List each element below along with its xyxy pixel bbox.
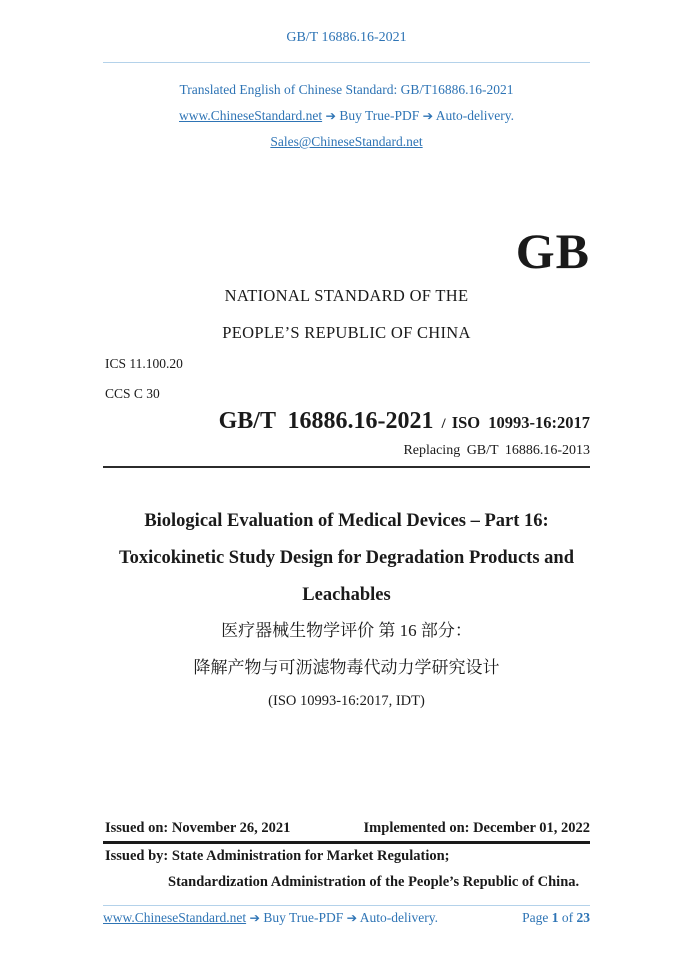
standard-title-chinese — [40, 612, 653, 686]
arrow-icon: ➔ — [346, 910, 358, 925]
national-standard-line2: PEOPLE’S REPUBLIC OF CHINA — [222, 323, 471, 342]
arrow-icon: ➔ — [249, 910, 260, 925]
footer-auto-delivery-label: Auto-delivery. — [359, 910, 438, 925]
page-current: 1 — [551, 910, 559, 925]
iso-equivalent-number: ISO 10993-16:2017 — [451, 413, 590, 432]
issued-by-line1: Issued by: State Administration for Market Regulation; — [105, 848, 450, 864]
page-label: Page — [522, 910, 549, 925]
idt-note: (ISO 10993-16:2017, IDT) — [268, 693, 425, 709]
national-standard-heading — [0, 277, 693, 351]
page-header-doc-number: GB/T 16886.16-2021 — [286, 30, 407, 45]
translation-notice-line3 — [0, 129, 693, 155]
title-zh-line1: 医疗器械生物学评价 第 16 部分： — [221, 621, 472, 640]
masthead-divider — [103, 466, 590, 468]
buy-pdf-label: Buy True-PDF — [339, 108, 420, 123]
ics-code: ICS 11.100.20 — [105, 356, 183, 371]
footer-website-link[interactable]: www.ChineseStandard.net — [103, 910, 247, 925]
auto-delivery-label: Auto-delivery. — [435, 108, 514, 123]
ccs-code: CCS C 30 — [105, 386, 160, 401]
issuance-dates-row — [105, 820, 590, 837]
arrow-icon: ➔ — [325, 108, 336, 123]
footer-left — [103, 910, 438, 926]
footer-buy-pdf-label: Buy True-PDF — [263, 910, 344, 925]
translation-notice — [0, 77, 693, 155]
page-footer — [103, 910, 590, 926]
translation-notice-line1: Translated English of Chinese Standard: GB/T16886.16-2021 — [179, 82, 514, 97]
issued-on-date: Issued on: November 26, 2021 — [105, 820, 291, 836]
translation-notice-line2 — [0, 103, 693, 129]
title-en-line1: Biological Evaluation of Medical Devices – Part 16: — [144, 511, 549, 531]
standard-number-separator: / — [441, 416, 446, 432]
page-indicator — [522, 910, 590, 926]
title-en-line3: Leachables — [302, 585, 391, 605]
replacing-note: Replacing GB/T 16886.16-2013 — [403, 443, 590, 458]
issuance-divider — [103, 841, 590, 844]
sales-email-link[interactable]: Sales@ChineseStandard.net — [270, 134, 423, 149]
standard-title-english — [40, 503, 653, 614]
issued-by-line2: Standardization Administration of the People’s Republic of China. — [168, 874, 580, 890]
national-standard-line1: NATIONAL STANDARD OF THE — [224, 286, 469, 305]
title-en-line2: Toxicokinetic Study Design for Degradation Products and — [118, 548, 574, 568]
arrow-icon: ➔ — [422, 108, 434, 123]
implemented-on-date: Implemented on: December 01, 2022 — [363, 820, 590, 836]
page-total: 23 — [576, 910, 590, 925]
footer-divider — [103, 905, 590, 906]
header-divider — [103, 62, 590, 63]
gb-logo: GB — [515, 223, 590, 279]
standard-number: GB/T 16886.16-2021 — [218, 408, 434, 434]
standard-number-line — [219, 408, 590, 435]
website-link[interactable]: www.ChineseStandard.net — [179, 108, 323, 123]
title-zh-line2: 降解产物与可沥滤物毒代动力学研究设计 — [193, 658, 500, 677]
page-of-label: of — [561, 910, 574, 925]
